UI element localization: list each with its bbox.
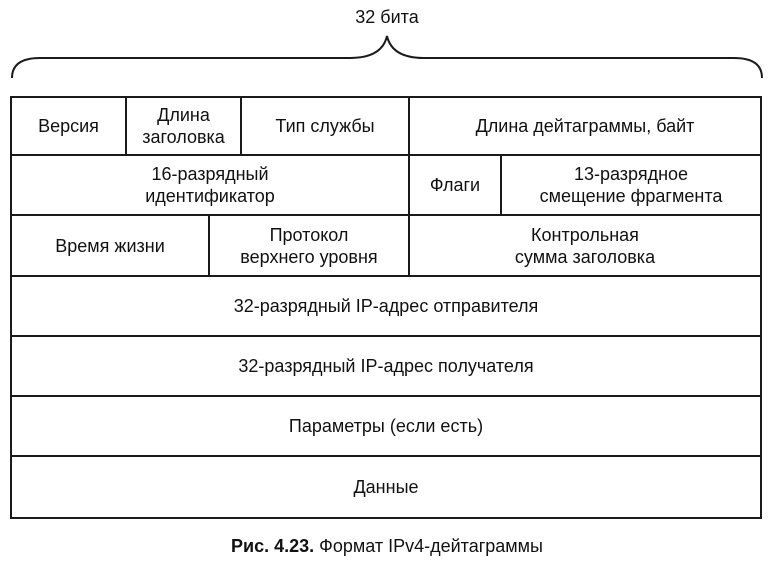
field-data [10,455,762,519]
field-identifier-line1: 16-разрядный [151,164,269,184]
figure-title: Формат IPv4-дейтаграммы [319,536,543,556]
field-flags-label: Флаги [429,175,481,195]
field-options-label: Параметры (если есть) [288,416,484,436]
field-fragment-offset-line1: 13-разрядное [573,164,689,184]
field-protocol-line2: верхнего уровня [240,246,378,267]
field-checksum-line1: Контрольная [531,224,639,245]
field-identifier-line2: идентификатор [145,186,275,206]
field-header-length-line2: заголовка [142,127,225,147]
field-source-ip-label: 32-разрядный IP-адрес отправителя [233,296,539,316]
field-checksum [408,214,762,277]
field-version-label: Версия [38,116,99,136]
field-ttl [10,214,210,277]
field-data-label: Данные [353,477,419,497]
field-protocol-line1: Протокол [269,224,349,245]
field-datagram-length [408,96,762,156]
field-source-ip [10,275,762,337]
field-dest-ip [10,335,762,397]
field-header-length-line1: Длина [157,105,210,125]
field-ttl-label: Время жизни [55,235,165,256]
field-identifier [10,154,410,216]
figure-number: Рис. 4.23. [231,536,315,556]
field-fragment-offset-line2: смещение фрагмента [539,186,723,206]
field-version [10,96,127,156]
width-brace-icon [0,0,774,90]
field-checksum-line2: сумма заголовка [514,246,656,267]
field-header-length [125,96,242,156]
width-label: 32 бита [355,7,419,27]
figure-caption [0,535,774,557]
field-fragment-offset [500,154,762,216]
field-dest-ip-label: 32-разрядный IP-адрес получателя [238,356,534,376]
field-protocol [208,214,410,277]
field-options [10,395,762,457]
field-service-type-label: Тип службы [275,116,375,136]
field-datagram-length-label: Длина дейтаграммы, байт [475,116,695,136]
field-service-type [240,96,410,156]
field-flags [408,154,502,216]
